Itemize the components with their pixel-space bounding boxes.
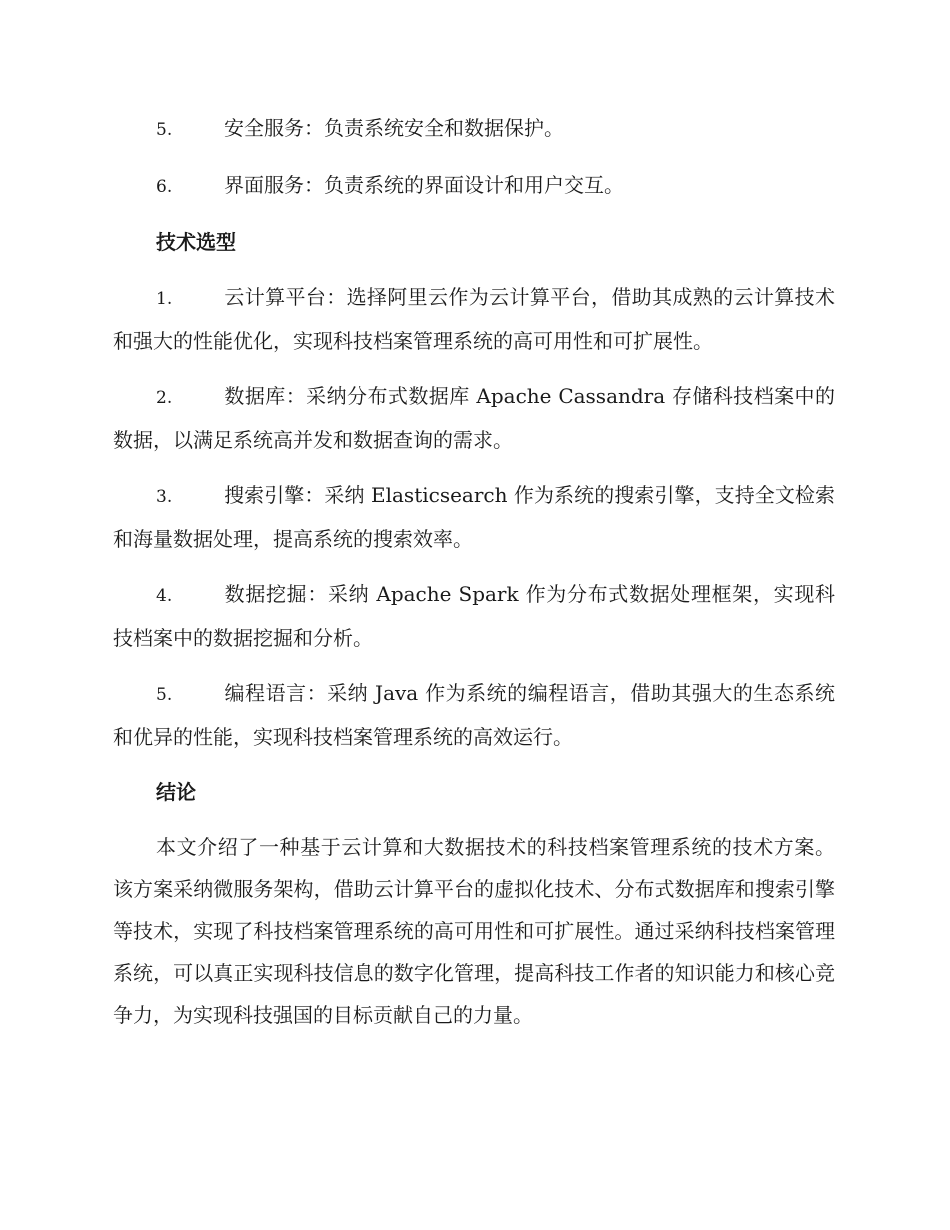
list-item-text: 数据挖掘：采纳 Apache Spark 作为分布式数据处理框架，实现科技档案中的数据挖掘和分析。 [113,582,835,650]
list-item-data-mining [113,573,835,659]
list-item-text: 数据库：采纳分布式数据库 Apache Cassandra 存储科技档案中的数据，以满足系统高并发和数据查询的需求。 [113,384,835,452]
list-number: 2. [156,388,173,408]
list-item-text: 云计算平台：选择阿里云作为云计算平台，借助其成熟的云计算技术和强大的性能优化，实现科技档案管理系统的高可用性和可扩展性。 [113,285,835,353]
list-item-text: 搜索引擎：采纳 Elasticsearch 作为系统的搜索引擎，支持全文检索和海量数据处理，提高系统的搜索效率。 [113,483,835,551]
list-number: 6. [156,177,173,197]
list-number: 3. [156,487,173,507]
section-heading-tech-selection: 技术选型 [156,230,236,254]
list-item-cloud-platform [113,276,835,362]
list-item-security-service [113,107,835,151]
list-item-database [113,375,835,461]
list-number: 4. [156,586,173,606]
conclusion-paragraph: 本文介绍了一种基于云计算和大数据技术的科技档案管理系统的技术方案。该方案采纳微服务架构，借助云计算平台的虚拟化技术、分布式数据库和搜索引擎等技术，实现了科技档案管理系统的高可用性和可扩展性。通过采纳科技档案管理系统，可以真正实现科技信息的数字化管理，提高科技工作者的知识能力和核心竞争力，为实现科技强国的目标贡献自己的力量。 [113,835,835,1027]
list-item-programming-language [113,672,835,758]
list-item-interface-service [113,164,835,208]
section-heading-conclusion: 结论 [156,780,196,804]
list-item-text: 安全服务：负责系统安全和数据保护。 [224,116,564,140]
list-item-text: 界面服务：负责系统的界面设计和用户交互。 [224,173,624,197]
list-item-text: 编程语言：采纳 Java 作为系统的编程语言，借助其强大的生态系统和优异的性能，实现科技档案管理系统的高效运行。 [113,681,835,749]
list-number: 5. [156,120,173,140]
list-number: 1. [156,289,173,309]
list-number: 5. [156,685,173,705]
document-content [113,107,835,1036]
list-item-search-engine [113,474,835,560]
